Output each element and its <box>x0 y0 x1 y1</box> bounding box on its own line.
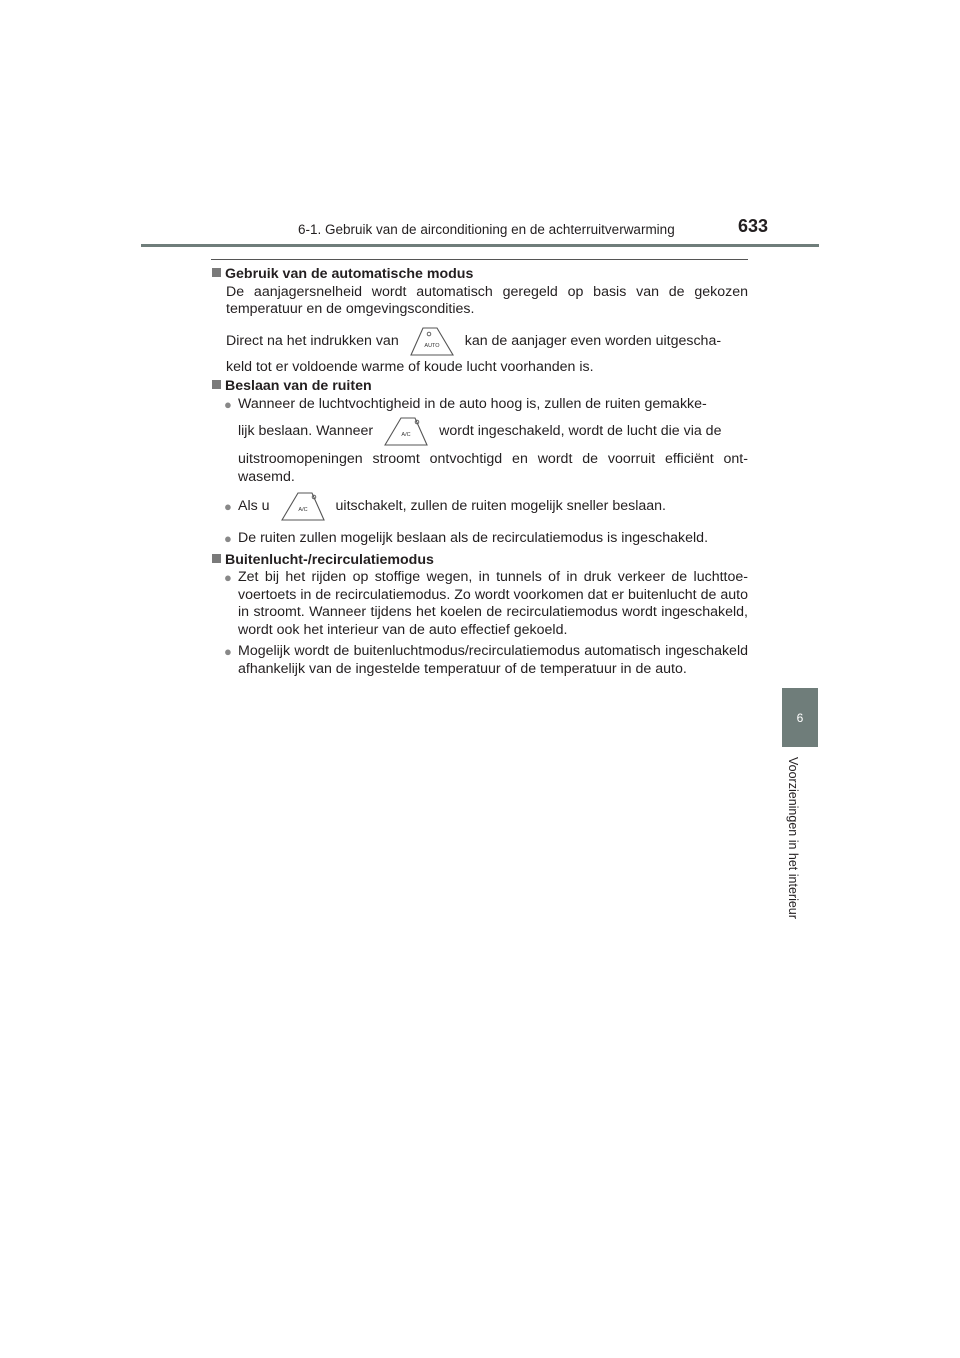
square-bullet-icon <box>212 268 221 277</box>
list-item: ● De ruiten zullen mogelijk beslaan als de recirculatiemodus is ingeschakeld. <box>224 530 709 546</box>
page-number: 633 <box>738 216 769 236</box>
chapter-number: 6 <box>796 710 804 725</box>
circle-bullet-icon: ● <box>224 570 232 585</box>
chapter-tab <box>782 688 818 747</box>
ac-icon-label: A/C <box>401 432 411 438</box>
square-bullet-icon <box>212 380 221 389</box>
running-header-title: 6-1. Gebruik van de airconditioning en de achterruitverwarming <box>298 222 675 237</box>
circle-bullet-icon: ● <box>224 396 232 412</box>
auto-button-icon <box>403 325 461 359</box>
chapter-side-label: Voorzieningen in het interieur <box>786 757 800 919</box>
list-item: ● Als u A/C uitschakelt, zullen de ruiten mogelijk sneller beslaan. <box>224 490 748 524</box>
section-heading-auto-mode: Gebruik van de automatische modus <box>212 266 748 284</box>
circle-bullet-icon: ● <box>224 499 232 514</box>
circle-bullet-icon: ● <box>224 531 232 546</box>
list-item: ● Zet bij het rijden op stoffige wegen, in tunnels of in druk verkeer de luchttoevoertoets in de recirculatiemodus. Zo wordt voorkomen dat er buitenlucht de auto in stroomt. Wanneer tijdens het koelen de recirculatiemodus wordt ingeschakeld, wordt ook het interieur van de auto effectief gekoeld. <box>224 569 748 638</box>
circle-bullet-icon: ● <box>224 644 232 659</box>
ac-icon-label: A/C <box>297 507 308 513</box>
page-content <box>212 266 748 678</box>
section-heading-recirculation: Buitenlucht-/recirculatiemodus <box>212 552 748 570</box>
ac-button-icon <box>377 415 435 449</box>
square-bullet-icon <box>212 554 221 563</box>
paragraph-with-icon: Direct na het indrukken van AUTO kan de aanjager even worden uitgescha- <box>226 325 748 359</box>
section-heading-fogging: Beslaan van de ruiten <box>212 378 748 396</box>
paragraph: De aanjagersnelheid wordt automatisch geregeld op basis van de gekozen temperatuur en de omgevingscondities. <box>226 283 748 317</box>
list-item: ● Wanneer de luchtvochtigheid in de auto hoog is, zullen de ruiten gemakke- lijk beslaan. Wanneer A/C wordt ingeschakeld, wordt de lucht die via de uitstroomopeningen stroomt ontvochtigd en wordt de voorruit efficiënt ontwasemd. <box>224 395 748 485</box>
header-rule <box>141 244 819 247</box>
ac-button-icon <box>274 490 332 524</box>
paragraph-continued: keld tot er voldoende warme of koude lucht voorhanden is. <box>226 358 594 375</box>
list-item: ● Mogelijk wordt de buitenluchtmodus/recirculatiemodus automatisch ingeschakeld afhankelijk van de ingestelde temperatuur of de temperatuur in de auto. <box>224 643 748 677</box>
content-top-rule <box>211 259 748 260</box>
auto-icon-label: AUTO <box>424 342 440 349</box>
